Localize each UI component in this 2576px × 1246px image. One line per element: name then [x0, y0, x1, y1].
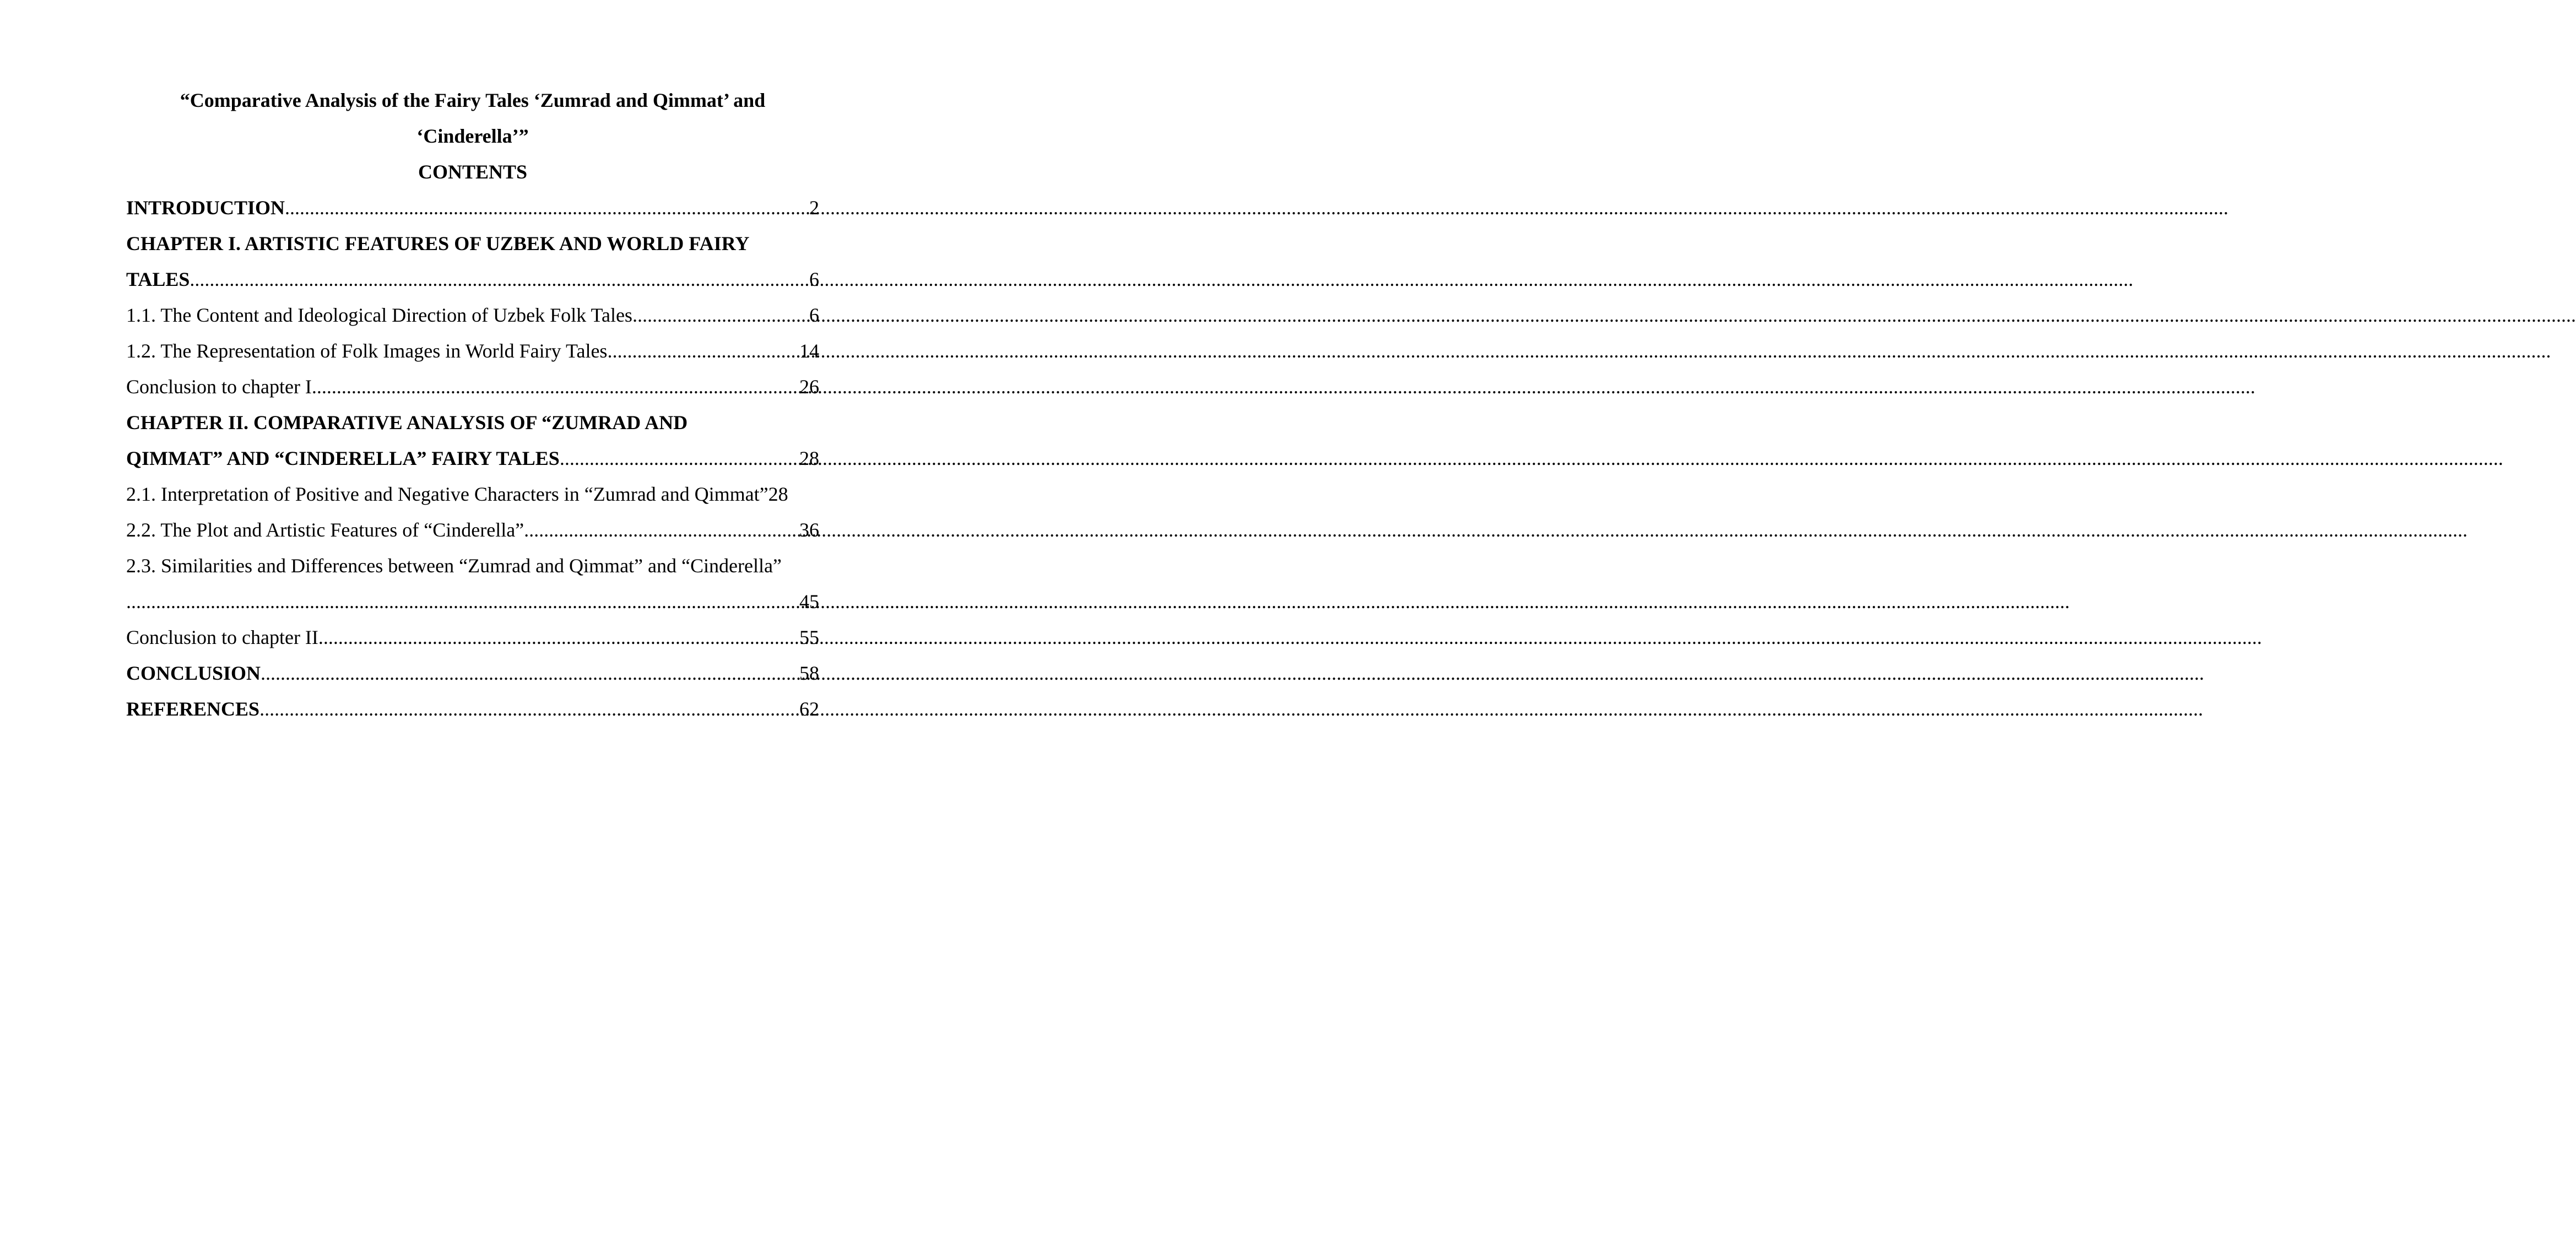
toc-leader-dots	[318, 620, 799, 655]
toc-page-number: 14	[799, 340, 819, 362]
toc-leader-dots	[126, 584, 799, 620]
toc-page-number: 36	[799, 519, 819, 541]
toc-entry-section-2-1[interactable]	[126, 476, 819, 512]
toc-page-number: 55	[799, 626, 819, 648]
toc-entry-text: TALES	[126, 268, 190, 290]
toc-leader-dots	[560, 441, 799, 476]
toc-entry-text: Conclusion to chapter I	[126, 376, 312, 398]
toc-entry-section-2-2[interactable]	[126, 512, 819, 548]
toc-entry-text: 2.2. The Plot and Artistic Features of “Cinderella”	[126, 519, 524, 541]
toc-entry-references[interactable]	[126, 691, 819, 727]
toc-leader-dots	[312, 369, 799, 405]
toc-entry-section-2-3[interactable]	[126, 584, 819, 620]
toc-leader-dots	[259, 691, 799, 727]
toc-entry-chapter2[interactable]	[126, 441, 819, 476]
toc-page-number: 28	[768, 483, 788, 505]
toc-entry-section-1-1[interactable]	[126, 297, 819, 333]
toc-page-number: 45	[799, 591, 819, 613]
title-line-2: ‘Cinderella’”	[416, 125, 529, 147]
toc-entry-text: 1.2. The Representation of Folk Images in World Fairy Tales	[126, 340, 608, 362]
table-of-contents	[126, 190, 819, 727]
toc-entry-text: 1.1. The Content and Ideological Direction of Uzbek Folk Tales	[126, 304, 632, 326]
toc-entry-conclusion[interactable]	[126, 655, 819, 691]
toc-entry-introduction[interactable]	[126, 190, 819, 226]
toc-entry-section-2-3-line1[interactable]: 2.3. Similarities and Differences between “Zumrad and Qimmat” and “Cinderella”	[126, 555, 782, 577]
title-line-1: “Comparative Analysis of the Fairy Tales ‘Zumrad and Qimmat’ and	[180, 89, 766, 111]
toc-leader-dots	[524, 512, 799, 548]
toc-leader-dots	[607, 333, 799, 369]
toc-entry-text: QIMMAT” AND “CINDERELLA” FAIRY TALES	[126, 447, 560, 469]
toc-entry-section-1-2[interactable]	[126, 333, 819, 369]
toc-entry-text: CONCLUSION	[126, 662, 261, 684]
toc-page-number: 58	[799, 662, 819, 684]
toc-page-number: 62	[799, 698, 819, 720]
document-title	[126, 83, 819, 154]
toc-entry-conclusion-chapter1[interactable]	[126, 369, 819, 405]
toc-entry-text: INTRODUCTION	[126, 197, 285, 219]
document-page	[126, 83, 819, 727]
toc-entry-chapter1[interactable]	[126, 262, 819, 297]
toc-page-number: 2	[809, 197, 819, 219]
toc-entry-chapter1-line1[interactable]: CHAPTER I. ARTISTIC FEATURES OF UZBEK AND WORLD FAIRY	[126, 232, 750, 254]
toc-entry-text: Conclusion to chapter II	[126, 626, 318, 648]
toc-leader-dots	[190, 262, 809, 297]
toc-leader-dots	[261, 655, 799, 691]
toc-entry-text: 2.1. Interpretation of Positive and Negative Characters in “Zumrad and Qimmat”	[126, 483, 769, 505]
toc-leader-dots	[285, 190, 809, 226]
toc-entry-chapter2-line1[interactable]: CHAPTER II. COMPARATIVE ANALYSIS OF “ZUMRAD AND	[126, 411, 688, 434]
contents-heading: CONTENTS	[418, 161, 528, 183]
toc-page-number: 6	[809, 304, 819, 326]
toc-leader-dots	[632, 297, 809, 333]
toc-page-number: 26	[799, 376, 819, 398]
toc-entry-conclusion-chapter2[interactable]	[126, 620, 819, 655]
toc-page-number: 6	[809, 268, 819, 290]
toc-entry-text: REFERENCES	[126, 698, 260, 720]
toc-page-number: 28	[799, 447, 819, 469]
